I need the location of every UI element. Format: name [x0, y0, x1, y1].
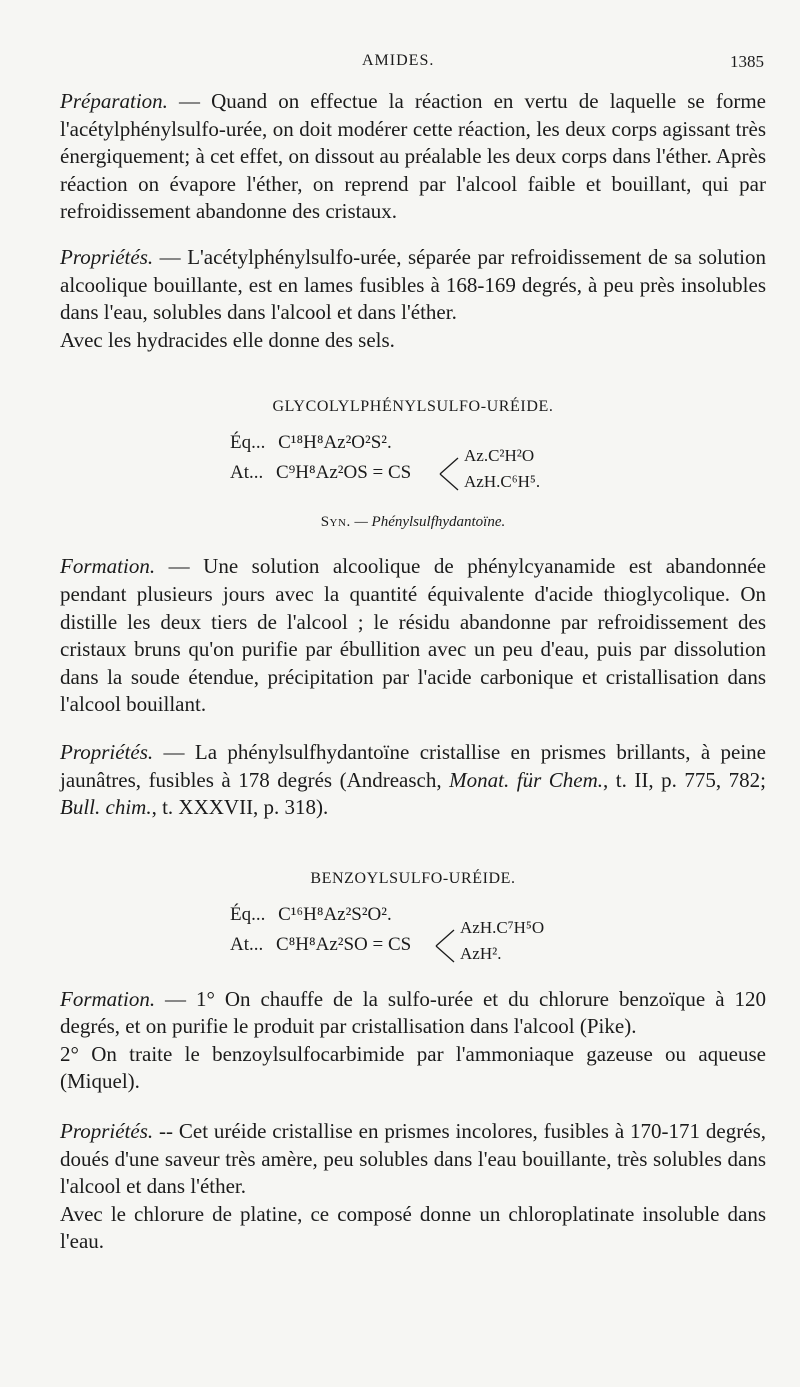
glyco-formation-text: — Une solution alcoolique de phénylcyanamide est abandonnée pendant plusieurs jours avec la quantité équivalente d'acide thioglycolique. On distille les deux tiers de l'alcool ; le résidu abandonne par refroidissement des cristaux bruns qu'on purifie par ébullition avec un peu d'eau, puis par dissolution dans la soude étendue, précipitation par l'acide carbonique et cristallisation dans l'alcool bouillant. — [60, 554, 766, 717]
glyco-properties-text-a: — La phénylsulfhydantoïne cristallise en prismes brillants, à peine jaunâtres, fusibles à 178 degrés (Andreasch, — [60, 739, 766, 792]
glyco-syn-text: — Phénylsulfhydantoïne. — [350, 514, 506, 531]
benzo-branch-top: AzH.C⁷H⁵O — [460, 917, 545, 937]
glyco-formation-paragraph — [60, 553, 766, 719]
benzo-formation-text-2: 2° On traite le benzoylsulfocarbimide par l'ammoniaque gazeuse ou aqueuse (Miquel). — [60, 1041, 766, 1094]
benzo-at-formula: C⁸H⁸Az²SO = CS — [276, 933, 412, 955]
glyco-properties-text-b: , t. II, p. 775, 782; — [603, 767, 767, 792]
glyco-syn-label: Syn. — [320, 514, 351, 531]
benzo-formation-paragraph — [60, 986, 766, 1041]
glyco-ref-journal-2: Bull. chim. — [60, 795, 152, 820]
benzo-bond-lines — [434, 926, 458, 966]
glyco-at-label: At... — [230, 462, 264, 484]
glyco-eq-formula: C¹⁸H⁸Az²O²S². — [278, 432, 392, 454]
preparation-text: — Quand on effectue la réaction en vertu de laquelle se forme l'acétylphénylsulfo-urée, on doit modérer cette réaction, les deux corps agissant très énergiquement; à cet effet, on dissout au préalable les deux corps dans l'éther. Après réaction on évapore l'éther, on reprend par l'alcool faible et bouillant, qui par refroidissement abandonne des cristaux. — [60, 89, 766, 224]
running-header — [0, 52, 800, 76]
glyco-eq-label: Éq... — [230, 432, 266, 454]
page-body — [60, 84, 766, 1256]
glyco-synonym — [60, 514, 766, 531]
glyco-formula-block — [60, 424, 766, 510]
properties-lead: Propriétés. — [60, 244, 154, 269]
glyco-heading: GLYCOLYLPHÉNYLSULFO-URÉIDE. — [272, 398, 554, 416]
benzo-formula-block — [60, 896, 766, 976]
benzo-heading: BENZOYLSULFO-URÉIDE. — [310, 869, 516, 887]
glyco-branch-top: Az.C²H²O — [464, 446, 535, 466]
glyco-properties-paragraph — [60, 739, 766, 822]
benzo-eq-line — [230, 904, 392, 926]
benzo-formation-paragraph-2 — [60, 1041, 766, 1096]
glyco-at-line — [230, 462, 411, 484]
glyco-eq-line — [230, 432, 392, 454]
glyco-branch-bottom: AzH.C⁶H⁵. — [464, 472, 541, 492]
properties-paragraph — [60, 244, 766, 327]
benzo-formation-text-1: — 1° On chauffe de la sulfo-urée et du chlorure benzoïque à 120 degrés, et on purifie le produit par cristallisation dans l'alcool (Pike). — [60, 986, 766, 1039]
benzo-eq-formula: C¹⁶H⁸Az²S²O². — [278, 903, 392, 925]
benzo-at-line — [230, 934, 411, 956]
benzo-at-label: At... — [230, 933, 264, 955]
glyco-at-formula: C⁹H⁸Az²OS = CS — [276, 462, 412, 484]
header-title: AMIDES. — [362, 52, 435, 69]
page-number: 1385 — [730, 52, 764, 71]
benzo-eq-label: Éq... — [230, 903, 266, 925]
glyco-ref-journal-1: Monat. für Chem. — [449, 767, 604, 792]
benzo-branch-bottom: AzH². — [460, 943, 502, 963]
benzo-properties-text-2: Avec le chlorure de platine, ce composé donne un chloroplatinate insoluble dans l'eau. — [60, 1201, 766, 1254]
benzo-properties-paragraph — [60, 1118, 766, 1201]
glyco-properties-lead: Propriétés. — [60, 739, 154, 764]
benzo-formation-lead: Formation. — [60, 986, 156, 1011]
glyco-properties-text-c: , t. XXXVII, p. 318). — [151, 795, 329, 820]
preparation-paragraph — [60, 88, 766, 226]
preparation-lead: Préparation. — [60, 89, 168, 113]
glyco-bond-lines — [438, 454, 462, 494]
glyco-formation-lead: Formation. — [60, 554, 156, 579]
benzo-properties-paragraph-2 — [60, 1201, 766, 1256]
properties-paragraph-2 — [60, 327, 766, 355]
benzo-properties-text: -- Cet uréide cristallise en prismes incolores, fusibles à 170-171 degrés, doués d'une saveur très amère, peu solubles dans l'eau bouillante, très solubles dans l'alcool et dans l'éther. — [60, 1119, 766, 1199]
benzo-properties-lead: Propriétés. — [60, 1119, 154, 1144]
properties-text-2: Avec les hydracides elle donne des sels. — [60, 327, 395, 352]
properties-text: — L'acétylphénylsulfo-urée, séparée par refroidissement de sa solution alcoolique bouillante, est en lames fusibles à 168-169 degrés, à peu près insolubles dans l'eau, solubles dans l'alcool et dans l'éther. — [60, 244, 766, 325]
